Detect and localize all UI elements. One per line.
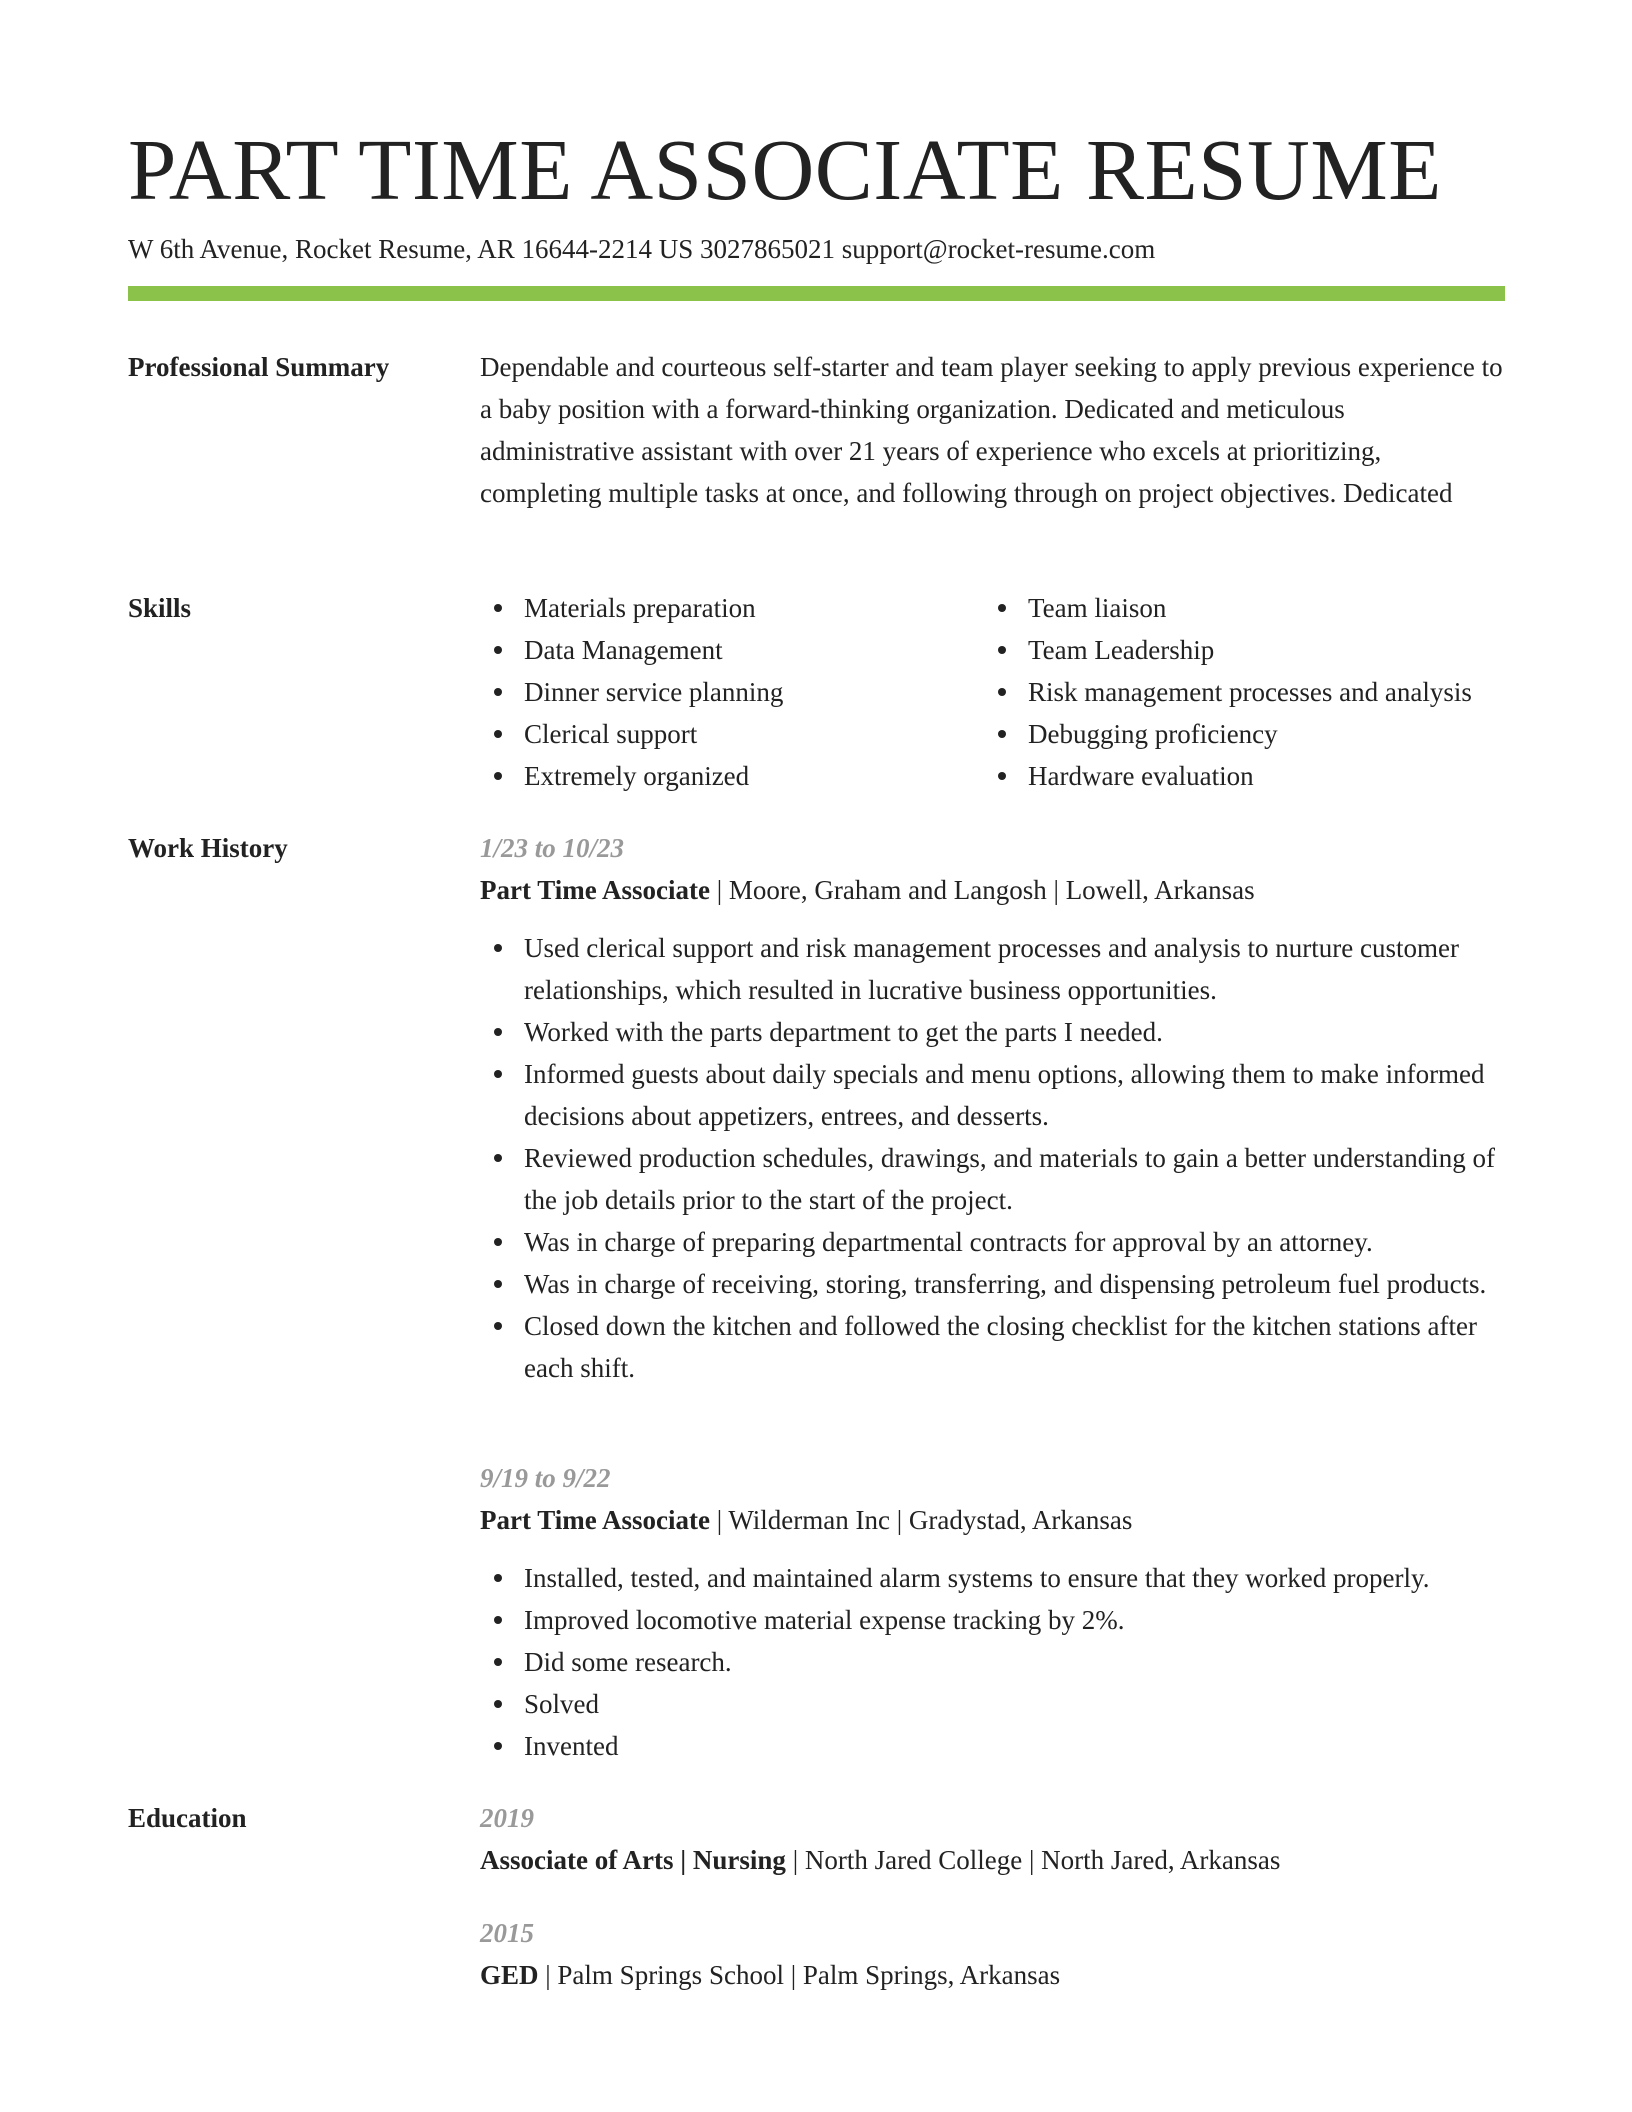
education-entry xyxy=(480,1797,1505,1881)
skill-item: Clerical support xyxy=(480,713,980,755)
skill-item: Hardware evaluation xyxy=(984,755,1514,797)
header-divider xyxy=(128,286,1505,301)
education-heading xyxy=(480,1839,1505,1881)
education-year: 2015 xyxy=(480,1918,534,1948)
job-bullet: Solved xyxy=(480,1683,1505,1725)
section-label-work-history: Work History xyxy=(128,833,288,863)
job-entry xyxy=(480,1457,1505,1767)
skill-item: Team liaison xyxy=(984,587,1514,629)
skill-item: Materials preparation xyxy=(480,587,980,629)
job-bullet: Reviewed production schedules, drawings, and materials to gain a better understanding of the job details prior to the start of the project. xyxy=(480,1137,1505,1221)
job-bullet: Installed, tested, and maintained alarm systems to ensure that they worked properly. xyxy=(480,1557,1505,1599)
skill-item: Debugging proficiency xyxy=(984,713,1514,755)
job-bullet: Was in charge of receiving, storing, transferring, and dispensing petroleum fuel products. xyxy=(480,1263,1505,1305)
section-label-summary: Professional Summary xyxy=(128,352,390,382)
job-bullet: Informed guests about daily specials and menu options, allowing them to make informed decisions about appetizers, entrees, and desserts. xyxy=(480,1053,1505,1137)
job-dates: 1/23 to 10/23 xyxy=(480,833,625,863)
education-degree: GED xyxy=(480,1960,539,1990)
section-label-skills: Skills xyxy=(128,593,192,623)
job-title: Part Time Associate xyxy=(480,875,710,905)
education-heading xyxy=(480,1954,1505,1996)
section-label-education: Education xyxy=(128,1803,247,1833)
job-bullet: Closed down the kitchen and followed the closing checklist for the kitchen stations after each shift. xyxy=(480,1305,1505,1389)
skills-list-left xyxy=(480,587,980,797)
summary-text: Dependable and courteous self-starter and team player seeking to apply previous experience to a baby position with a forward-thinking organization. Dedicated and meticulous administrative assistant with over 21 years of experience who excels at prioritizing, completing multiple tasks at once, and following through on project objectives. Dedicated xyxy=(480,352,1503,508)
skills-list-right xyxy=(984,587,1514,797)
job-bullet: Improved locomotive material expense tracking by 2%. xyxy=(480,1599,1505,1641)
education-degree: Associate of Arts | Nursing xyxy=(480,1845,786,1875)
job-title: Part Time Associate xyxy=(480,1505,710,1535)
job-entry xyxy=(480,827,1505,1389)
skill-item: Data Management xyxy=(480,629,980,671)
skill-item: Team Leadership xyxy=(984,629,1514,671)
job-bullet: Was in charge of preparing departmental contracts for approval by an attorney. xyxy=(480,1221,1505,1263)
job-heading xyxy=(480,869,1505,911)
job-bullet: Did some research. xyxy=(480,1641,1505,1683)
skill-item: Dinner service planning xyxy=(480,671,980,713)
education-details: | Palm Springs School | Palm Springs, Arkansas xyxy=(538,1960,1061,1990)
contact-line: W 6th Avenue, Rocket Resume, AR 16644-2214 US 3027865021 support@rocket-resume.com xyxy=(128,234,1156,264)
job-details: | Moore, Graham and Langosh | Lowell, Arkansas xyxy=(709,875,1255,905)
skill-item: Extremely organized xyxy=(480,755,980,797)
job-bullet: Used clerical support and risk management processes and analysis to nurture customer relationships, which resulted in lucrative business opportunities. xyxy=(480,927,1505,1011)
job-details: | Wilderman Inc | Gradystad, Arkansas xyxy=(709,1505,1133,1535)
summary-content xyxy=(480,346,1505,514)
education-details: | North Jared College | North Jared, Arkansas xyxy=(785,1845,1281,1875)
job-bullets xyxy=(480,1557,1505,1767)
education-entry xyxy=(480,1912,1505,1996)
education-year: 2019 xyxy=(480,1803,534,1833)
skill-item: Risk management processes and analysis xyxy=(984,671,1514,713)
job-bullet: Worked with the parts department to get the parts I needed. xyxy=(480,1011,1505,1053)
job-bullet: Invented xyxy=(480,1725,1505,1767)
job-dates: 9/19 to 9/22 xyxy=(480,1463,611,1493)
job-bullets xyxy=(480,927,1505,1389)
job-heading xyxy=(480,1499,1505,1541)
resume-title: PART TIME ASSOCIATE RESUME xyxy=(128,121,1442,218)
